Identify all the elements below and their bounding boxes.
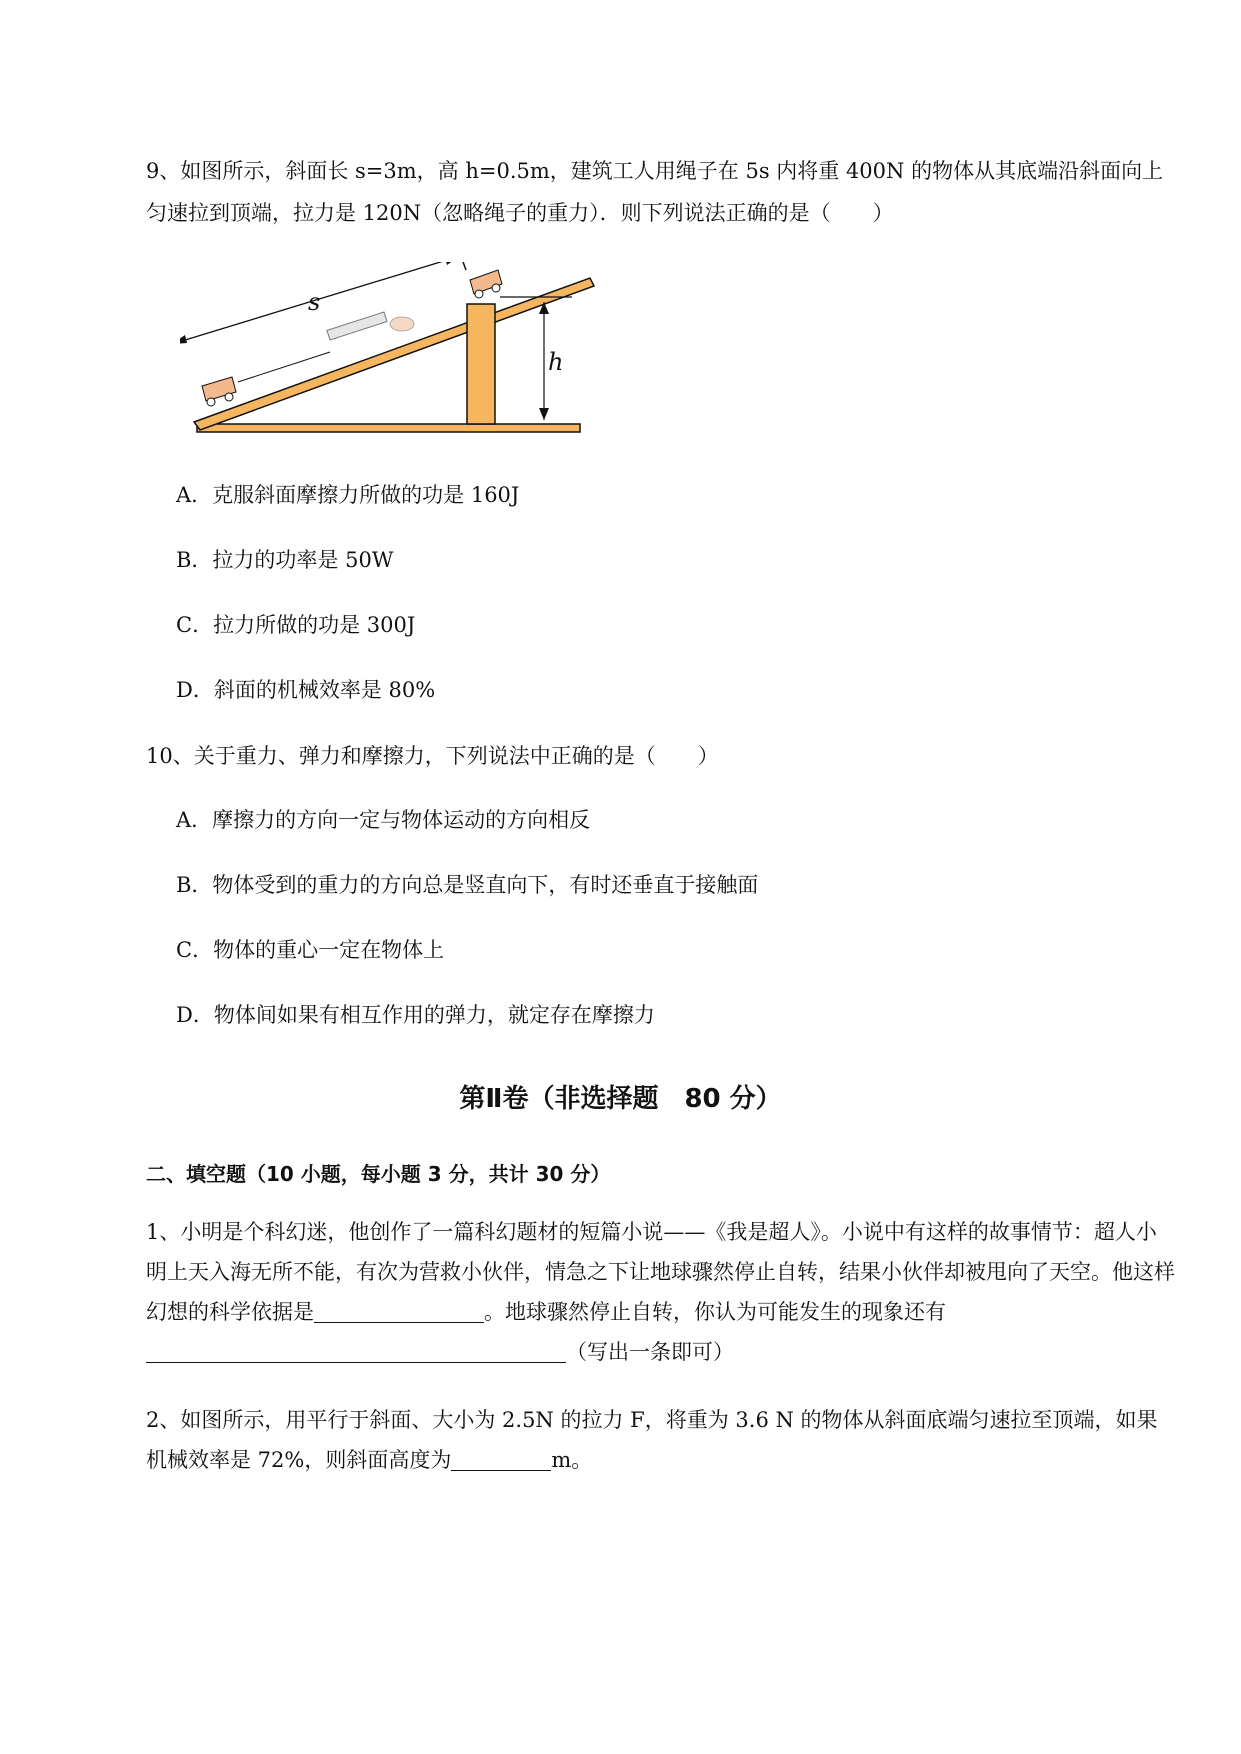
q9-option-c: C．拉力所做的功是 300J [176, 613, 416, 637]
q9-option-d: D．斜面的机械效率是 80% [176, 678, 436, 702]
fill-question-2 [146, 1400, 1176, 1480]
lower-cart [202, 377, 236, 406]
fill2-text-a: 2、如图所示，用平行于斜面、大小为 2.5N 的拉力 F，将重为 3.6 N 的物体从斜面底端匀速拉至顶端，如果机械效率是 72%，则斜面高度为 [146, 1408, 1158, 1472]
fill1-text-c: （写出一条即可） [566, 1340, 734, 1364]
fill1-blank-2[interactable] [146, 1340, 566, 1363]
incline-board [194, 278, 594, 430]
q10-option-a: A．摩擦力的方向一定与物体运动的方向相反 [176, 808, 591, 832]
label-h: h [548, 348, 564, 376]
fill1-text-b: 。地球骤然停止自转，你认为可能发生的现象还有 [484, 1300, 946, 1324]
fill1-blank-1[interactable] [314, 1300, 484, 1323]
q9-option-b: B．拉力的功率是 50W [176, 548, 394, 572]
fill2-blank[interactable] [451, 1448, 551, 1471]
upper-cart [470, 270, 502, 298]
support-post [467, 304, 495, 424]
q9-option-a: A．克服斜面摩擦力所做的功是 160J [176, 483, 520, 507]
section-2-title: 二、填空题（10 小题，每小题 3 分，共计 30 分） [146, 1162, 611, 1186]
q10-option-b: B．物体受到的重力的方向总是竖直向下，有时还垂直于接触面 [176, 873, 759, 897]
fill1-text-a: 1、小明是个科幻迷，他创作了一篇科幻题材的短篇小说——《我是超人》。小说中有这样的故事情节：超人小明上天入海无所不能，有次为营救小伙伴，情急之下让地球骤然停止自转，结果小伙伴却被甩向了天空。他这样幻想的科学依据是 [146, 1220, 1175, 1324]
fill2-text-b: m。 [551, 1448, 593, 1472]
label-s: s [308, 288, 321, 316]
spring-scale [327, 312, 387, 340]
incline-base [197, 424, 580, 432]
incline-figure [180, 262, 640, 452]
fill-question-1 [146, 1212, 1176, 1372]
q10-option-d: D．物体间如果有相互作用的弹力，就定存在摩擦力 [176, 1003, 655, 1027]
q10-option-c: C．物体的重心一定在物体上 [176, 938, 445, 962]
question-9-stem: 9、如图所示，斜面长 s=3m，高 h=0.5m，建筑工人用绳子在 5s 内将重 400N 的物体从其底端沿斜面向上匀速拉到顶端，拉力是 120N（忽略绳子的重力）．则下列说法正确的是（ ） [146, 159, 1164, 225]
question-10-stem: 10、关于重力、弹力和摩擦力，下列说法中正确的是（ ） [146, 744, 719, 768]
hand [390, 317, 414, 331]
part-2-title: 第Ⅱ卷（非选择题 80 分） [459, 1084, 782, 1114]
